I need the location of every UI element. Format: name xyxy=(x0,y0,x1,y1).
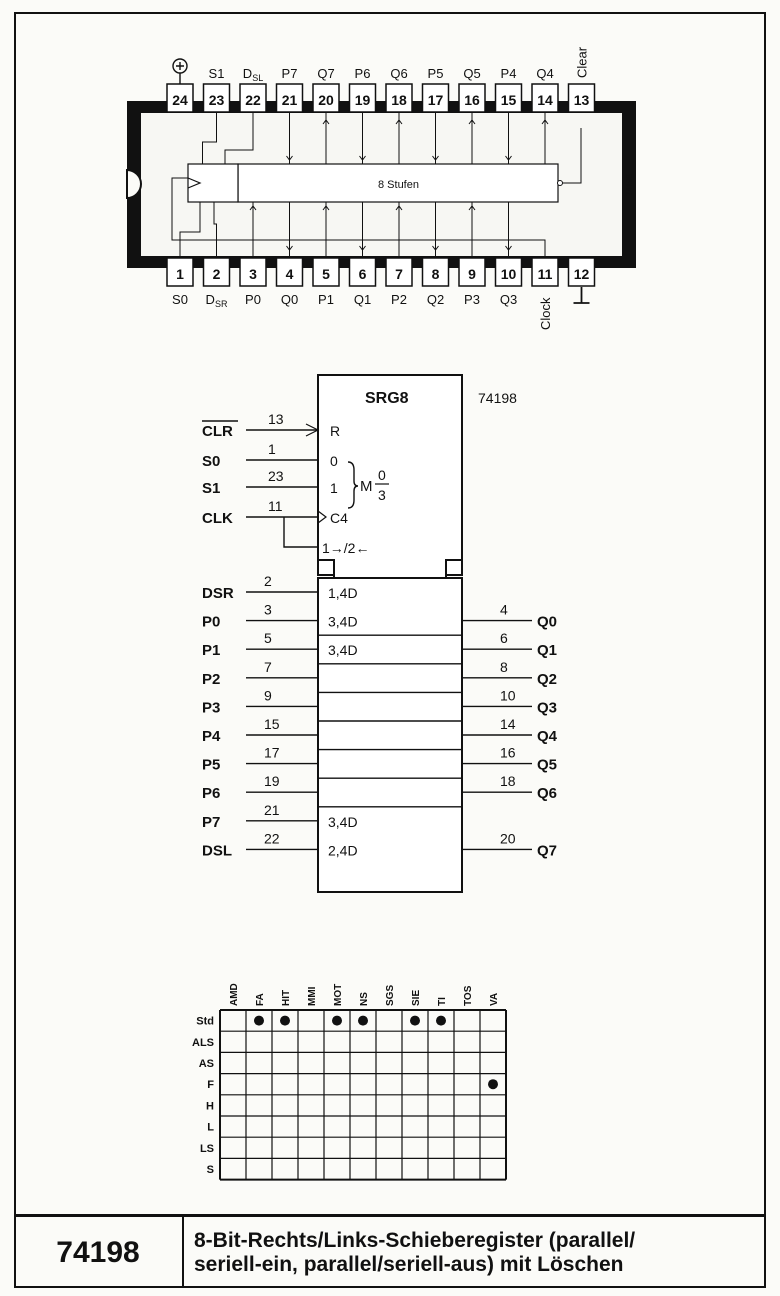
manufacturer-label: SGS xyxy=(385,984,396,1006)
bottom-pin-label: Q2 xyxy=(426,292,445,307)
data-inner-label: 2,4D xyxy=(328,842,358,859)
top-pin-number: 17 xyxy=(427,92,444,108)
top-pin-label: P4 xyxy=(500,66,517,81)
data-input-p7: P7 xyxy=(202,813,221,831)
availability-dot xyxy=(332,1016,342,1026)
bottom-pin-number: 12 xyxy=(573,266,590,282)
data-input-pin-number: 19 xyxy=(264,773,280,790)
bottom-pin-number: 9 xyxy=(468,266,476,282)
data-input-pin-number: 9 xyxy=(264,687,272,704)
bottom-pin-label: P0 xyxy=(245,292,261,307)
data-input-p1: P1 xyxy=(202,642,221,660)
control-input-s1: S1 xyxy=(202,480,221,497)
footer-bar xyxy=(14,1214,766,1288)
manufacturer-label: HIT xyxy=(281,989,292,1006)
top-pin-label: Q5 xyxy=(463,66,481,81)
bottom-pin-label: P1 xyxy=(318,292,334,307)
family-label: Std xyxy=(196,1015,214,1028)
footer-title-line-2: seriell-ein, parallel/seriell-aus) mit Löschen xyxy=(194,1252,624,1276)
data-input-p6: P6 xyxy=(202,785,221,803)
control-inner-label: C4 xyxy=(330,510,348,526)
top-pin-number: 13 xyxy=(573,92,590,108)
bottom-pin-number: 6 xyxy=(358,266,367,282)
top-pin-label: P5 xyxy=(427,66,444,81)
side-part-text: 74198 xyxy=(625,173,634,196)
family-label: LS xyxy=(199,1142,214,1155)
data-output-pin-number: 14 xyxy=(500,716,516,732)
control-input-s0: S0 xyxy=(202,453,221,470)
data-output-pin-number: 4 xyxy=(500,601,508,618)
availability-dot xyxy=(436,1016,446,1026)
top-pin-number: 16 xyxy=(464,92,480,108)
top-pin-label: P7 xyxy=(281,66,298,81)
top-pin-number: 23 xyxy=(208,92,225,108)
data-input-pin-number: 21 xyxy=(264,801,280,818)
top-pin-label: P6 xyxy=(354,66,371,81)
bottom-pin-label: S0 xyxy=(172,292,188,307)
family-label: ALS xyxy=(192,1036,214,1049)
manufacturer-label: AMD xyxy=(229,983,240,1006)
clk-feedback-wire xyxy=(284,517,318,547)
top-pin-number: 14 xyxy=(537,92,553,108)
availability-dot xyxy=(410,1016,420,1026)
bottom-pin-number: 8 xyxy=(431,266,440,282)
data-output-pin-number: 10 xyxy=(500,687,516,704)
data-output-q5: Q5 xyxy=(537,756,558,774)
data-inner-label: 3,4D xyxy=(328,642,358,659)
data-input-p2: P2 xyxy=(202,670,221,688)
control-inner-label: 1→/2← xyxy=(322,540,370,556)
data-output-q7: Q7 xyxy=(537,842,558,860)
family-label: L xyxy=(207,1121,214,1134)
data-input-pin-number: 7 xyxy=(264,658,272,675)
family-label: S xyxy=(206,1164,214,1176)
family-label: AS xyxy=(198,1058,214,1070)
top-pin-number: 20 xyxy=(318,92,334,108)
bottom-pin-number: 3 xyxy=(249,266,257,282)
control-pin-number: 13 xyxy=(268,411,284,427)
data-inner-label: 3,4D xyxy=(328,813,358,830)
data-input-p3: P3 xyxy=(202,699,221,717)
bottom-pin-label: Q3 xyxy=(499,292,518,307)
control-inner-label: 1 xyxy=(330,480,338,496)
availability-dot xyxy=(358,1016,368,1026)
bottom-pin-number: 10 xyxy=(500,266,517,282)
control-pin-number: 11 xyxy=(268,498,283,514)
data-output-q4: Q4 xyxy=(537,728,558,745)
top-pin-label: Clear xyxy=(574,46,590,78)
top-pin-label: S1 xyxy=(208,66,225,81)
data-input-p4: P4 xyxy=(202,728,221,745)
data-output-pin-number: 16 xyxy=(500,744,516,761)
control-input-clr: CLR xyxy=(202,423,233,440)
manufacturer-label: MOT xyxy=(333,983,344,1006)
family-label: H xyxy=(206,1100,214,1113)
manufacturer-label: TOS xyxy=(463,985,474,1006)
control-block-neck xyxy=(334,560,446,577)
control-logic-block xyxy=(188,164,238,202)
mode-label: M xyxy=(360,478,373,495)
top-pin-number: 24 xyxy=(172,92,188,108)
manufacturer-label: FA xyxy=(255,993,266,1006)
data-input-pin-number: 15 xyxy=(264,716,280,732)
data-output-pin-number: 8 xyxy=(500,658,508,675)
data-input-pin-number: 17 xyxy=(264,744,280,761)
data-output-q6: Q6 xyxy=(537,785,558,803)
footer-part-number: 74198 xyxy=(14,1217,184,1288)
control-pin-number: 1 xyxy=(268,441,276,457)
data-input-dsr: DSR xyxy=(202,585,234,602)
bottom-pin-number: 11 xyxy=(537,266,553,282)
availability-dot xyxy=(254,1016,264,1026)
data-inner-label: 3,4D xyxy=(328,613,358,630)
top-pin-number: 19 xyxy=(354,92,371,108)
data-output-q0: Q0 xyxy=(537,613,558,631)
availability-matrix xyxy=(0,960,780,1200)
bottom-pin-label: $D_{SR}$ xyxy=(205,292,228,309)
pinout-diagram xyxy=(0,0,780,340)
footer-title-line-1: 8-Bit-Rechts/Links-Schieberegister (parallel/ xyxy=(194,1228,636,1252)
data-output-pin-number: 18 xyxy=(500,773,516,790)
manufacturer-label: VA xyxy=(489,992,500,1006)
ground-icon xyxy=(574,287,590,303)
symbol-title: SRG8 xyxy=(365,390,409,407)
bottom-pin-number: 4 xyxy=(285,266,294,282)
logic-symbol xyxy=(0,360,780,920)
mode-numerator: 0 xyxy=(378,467,386,483)
data-input-pin-number: 2 xyxy=(264,573,272,589)
top-pin-label: Q7 xyxy=(317,66,335,81)
data-input-p5: P5 xyxy=(202,756,221,774)
data-output-pin-number: 6 xyxy=(500,630,508,647)
bottom-pin-label: P3 xyxy=(464,292,480,307)
data-output-q3: Q3 xyxy=(537,699,558,717)
data-input-pin-number: 3 xyxy=(264,601,272,618)
internal-block-label: 8 Stufen xyxy=(378,179,419,191)
data-output-pin-number: 20 xyxy=(500,830,516,847)
bottom-pin-number: 7 xyxy=(395,266,403,282)
symbol-part-number: 74198 xyxy=(478,390,517,406)
control-inner-label: 0 xyxy=(330,453,338,469)
data-output-q2: Q2 xyxy=(537,670,558,688)
data-input-dsl: DSL xyxy=(202,842,232,860)
availability-dot xyxy=(488,1079,498,1089)
data-input-p0: P0 xyxy=(202,613,221,631)
bottom-pin-label: Clock xyxy=(538,297,553,330)
top-pin-number: 15 xyxy=(500,92,517,108)
data-input-pin-number: 5 xyxy=(264,630,272,647)
top-pin-number: 22 xyxy=(245,92,261,108)
availability-dot xyxy=(280,1016,290,1026)
top-pin-number: 18 xyxy=(391,92,407,108)
top-pin-label: Q4 xyxy=(536,66,554,81)
manufacturer-label: SIE xyxy=(411,989,422,1006)
data-inner-label: 1,4D xyxy=(328,585,358,601)
bottom-pin-number: 5 xyxy=(322,266,330,282)
manufacturer-label: TI xyxy=(437,997,448,1006)
top-pin-label: Q6 xyxy=(390,66,408,81)
bottom-pin-label: P2 xyxy=(391,292,407,307)
control-inner-label: R xyxy=(330,423,341,439)
data-input-pin-number: 22 xyxy=(264,830,280,847)
data-output-q1: Q1 xyxy=(537,642,558,660)
bottom-pin-label: Q0 xyxy=(280,292,299,307)
family-label: F xyxy=(207,1079,214,1092)
bottom-pin-number: 1 xyxy=(176,266,184,282)
mode-denominator: 3 xyxy=(378,487,386,503)
top-pin-label: $D_{SL}$ xyxy=(242,66,264,83)
footer-title xyxy=(184,1217,766,1288)
control-pin-number: 23 xyxy=(268,468,284,484)
manufacturer-label: NS xyxy=(359,992,370,1006)
bottom-pin-number: 2 xyxy=(212,266,221,282)
bottom-pin-label: Q1 xyxy=(353,292,372,307)
manufacturer-label: MMI xyxy=(307,986,318,1006)
top-pin-number: 21 xyxy=(281,92,298,108)
control-input-clk: CLK xyxy=(202,510,233,527)
clear-junction xyxy=(558,181,563,186)
